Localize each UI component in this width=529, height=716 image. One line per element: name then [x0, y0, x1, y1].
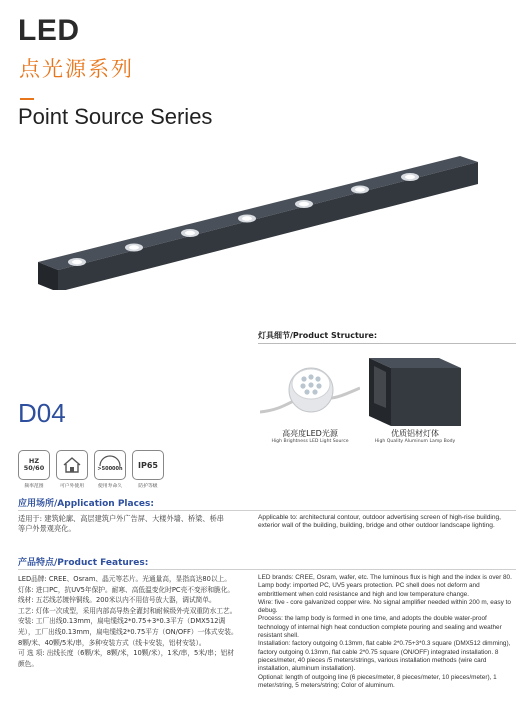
- features-list-en: [258, 574, 516, 690]
- brand-title: LED: [18, 14, 80, 47]
- badge-text: IP65: [138, 460, 158, 470]
- feature-item: LED brands: CREE, Osram, wafer, etc. The luminous flux is high and the index is over 80.: [258, 574, 512, 581]
- house-icon: [56, 450, 88, 480]
- feature-item: LED品牌: CREE、Osram、晶元等芯片。光通量高，显指高达80以上。: [18, 575, 231, 583]
- badge-text: 50/60: [23, 464, 45, 472]
- divider: [18, 510, 516, 511]
- series-title-en: Point Source Series: [18, 104, 213, 129]
- led-source-thumbnail: [260, 348, 360, 428]
- badge-label: 可户外使用: [60, 484, 84, 489]
- caption-aluminum-body: 优质铝材灯体: [391, 429, 439, 438]
- feature-item: Process: the lamp body is formed in one time, and adopts the double water-proof technology of internal high heat conduction complete pouring and sealing and weather resistant shell.: [258, 615, 502, 640]
- feature-item: 工艺: 灯体一次成型，采用内部高导热全灌封和耐候级外壳双重防水工艺。: [18, 606, 237, 615]
- feature-item: Wire: five - core galvanized copper wire. No signal amplifier needed within 200 m, easy to debug.: [258, 598, 511, 615]
- lifespan-icon: [94, 450, 126, 480]
- feature-item: Optional: length of outgoing line (6 pieces/meter, 8 pieces/meter, 10 pieces/meter), 1 meter/string, 5 meters/string; Color of aluminum.: [258, 673, 497, 689]
- feature-item: 线材: 五芯线芯镀锌铜线。200米以内不用信号放大器，调试简单。: [18, 596, 216, 605]
- product-bar-image: [30, 150, 500, 290]
- divider: [18, 569, 516, 570]
- caption-led-source-en: High Brightness LED Light Source: [271, 439, 349, 444]
- feature-item: 可 选 项: 出线长度（6颗/米，8颗/米，10颗/米），1米/串，5米/串；铝材颜色。: [18, 649, 234, 668]
- aluminum-body-thumbnail: [365, 348, 465, 428]
- feature-item: 安装: 工厂出线0.13mm，扁电缆线2*0.75+3*0.3平方（DMX512调光），工厂出线0.13mm，扁电缆线2*0.75平方（ON/OFF）一体式安装。8颗/米、40颗/5米/串，多种安装方式（线卡安装，铝材安装）。: [18, 617, 238, 647]
- divider: [258, 343, 516, 344]
- model-number: D04: [18, 398, 66, 428]
- features-list-cn: [18, 574, 240, 669]
- badge-label: 防护等级: [138, 484, 158, 489]
- badge-label: 频率范围: [24, 484, 44, 489]
- features-title: 产品特点/Product Features:: [18, 558, 149, 568]
- application-text-cn: 适用于: 建筑轮廓、高层建筑户外广告屏、大楼外墙、桥梁、桥串等户外景观亮化。: [18, 514, 224, 533]
- caption-aluminum-body-en: High Quality Aluminum Lamp Body: [374, 439, 456, 444]
- series-title-cn: 点光源系列: [19, 57, 134, 81]
- structure-title: 灯具细节/Product Structure:: [258, 331, 378, 340]
- feature-item: 灯体: 进口PC，抗UV5年保护。耐寒、高低温变化时PC壳不变形和脆化。: [18, 585, 235, 594]
- ip-badge: [132, 450, 164, 480]
- application-title: 应用场所/Application Places:: [18, 499, 154, 509]
- application-text-en: Applicable to: architectural contour, outdoor advertising screen of high-rise building, exterior wall of the building, building, bridge and other outdoor landscape lighting.: [258, 514, 502, 530]
- voltage-badge: [18, 450, 50, 480]
- feature-item: Installation: factory outgoing 0.13mm, flat cable 2*0.75+3*0.3 square (DMX512 dimming), factory outgoing 0.13mm, flat cable 2*0.75 square (ON/OFF) integrated installation. 8 pieces/meter, 40 pieces /5 meters/strings, various installation methods (wire card installation, aluminum installation).: [258, 640, 511, 673]
- accent-dash: [20, 98, 34, 100]
- badge-text: >50000h: [97, 465, 123, 472]
- caption-led-source: 高亮度LED光源: [282, 429, 338, 438]
- feature-item: Lamp body: imported PC, UV5 years protection. PC shell does not deform and embrittlement when cold resistance and high and low temperature change.: [258, 582, 480, 598]
- badge-text: HZ: [28, 457, 40, 465]
- badge-label: 使用寿命久: [98, 484, 122, 489]
